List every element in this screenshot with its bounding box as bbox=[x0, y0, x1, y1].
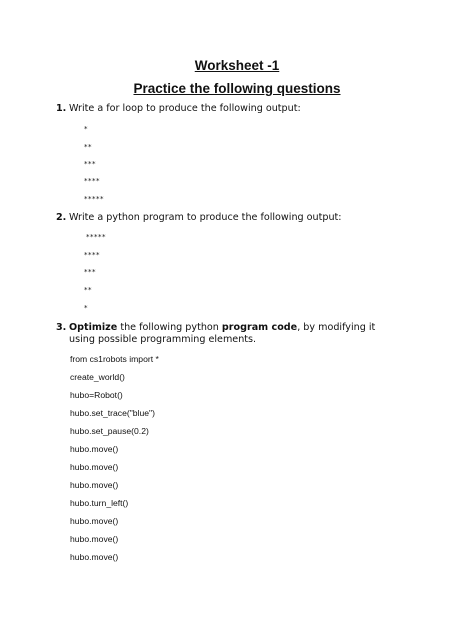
question-3-number: 3. bbox=[56, 322, 67, 333]
question-2-text: Write a python program to produce the following output: bbox=[69, 212, 342, 223]
q3-bold-optimize: Optimize bbox=[69, 322, 118, 333]
worksheet-subtitle: Practice the following questions bbox=[133, 81, 341, 96]
q2-output-line-2: **** bbox=[84, 251, 100, 259]
q2-output-line-5: * bbox=[84, 304, 88, 312]
q1-output-line-3: *** bbox=[84, 160, 96, 168]
code-line-9: hubo.turn_left() bbox=[70, 498, 129, 508]
question-2-number: 2. bbox=[56, 212, 67, 223]
q2-output-line-4: ** bbox=[84, 286, 92, 294]
code-line-3: hubo=Robot() bbox=[70, 390, 123, 400]
q3-text-part-2: , by modifying it using possible programming elements. bbox=[69, 322, 376, 345]
worksheet-title: Worksheet -1 bbox=[194, 58, 280, 73]
code-line-6: hubo.move() bbox=[70, 444, 119, 454]
code-line-5: hubo.set_pause(0.2) bbox=[70, 426, 149, 436]
question-1-text: Write a for loop to produce the following output: bbox=[69, 103, 301, 114]
question-1-number: 1. bbox=[56, 103, 67, 114]
code-line-12: hubo.move() bbox=[70, 552, 119, 562]
q2-output-line-1: ***** bbox=[86, 233, 106, 241]
q2-output-line-3: *** bbox=[84, 268, 96, 276]
code-line-8: hubo.move() bbox=[70, 480, 119, 490]
q1-output-line-2: ** bbox=[84, 143, 92, 151]
code-line-11: hubo.move() bbox=[70, 534, 119, 544]
question-3-text bbox=[69, 322, 399, 346]
q1-output-line-5: ***** bbox=[84, 195, 104, 203]
q1-output-line-1: * bbox=[84, 125, 88, 133]
q3-bold-program-code: program code bbox=[221, 322, 298, 333]
code-line-2: create_world() bbox=[70, 372, 125, 382]
code-line-1: from cs1robots import * bbox=[70, 354, 159, 364]
q3-text-part-1: the following python bbox=[117, 322, 222, 333]
code-line-10: hubo.move() bbox=[70, 516, 119, 526]
code-line-7: hubo.move() bbox=[70, 462, 119, 472]
code-line-4: hubo.set_trace("blue") bbox=[70, 408, 155, 418]
q1-output-line-4: **** bbox=[84, 177, 100, 185]
